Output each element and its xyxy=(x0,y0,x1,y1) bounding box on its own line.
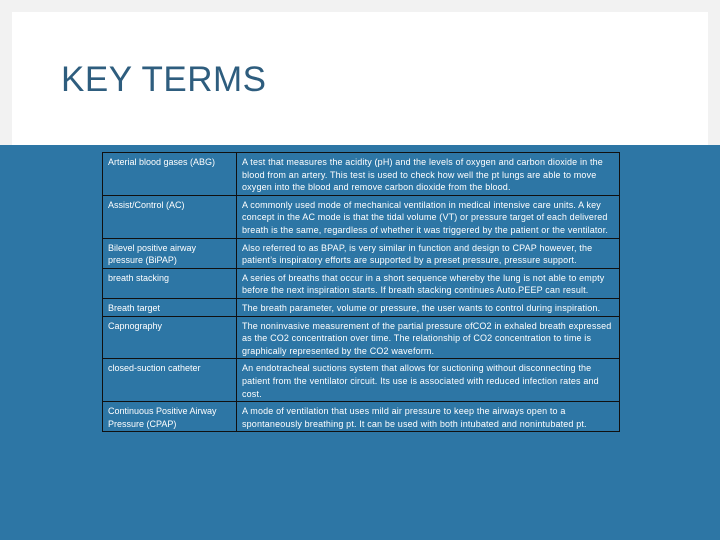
term-cell: closed-suction catheter xyxy=(103,359,237,402)
table-row xyxy=(103,238,620,268)
table-row xyxy=(103,359,620,402)
term-cell: breath stacking xyxy=(103,268,237,298)
definition-cell: A series of breaths that occur in a short sequence whereby the lung is not able to empty before the next inspiration starts. If breath stacking continues Auto.PEEP can result. xyxy=(237,268,620,298)
definition-cell: A mode of ventilation that uses mild air pressure to keep the airways open to a spontaneously breathing pt. It can be used with both intubated and nonintubated pt. xyxy=(237,402,620,432)
definition-cell: The noninvasive measurement of the partial pressure ofCO2 in exhaled breath expressed as the CO2 concentration over time. The relationship of CO2 concentration to time is graphically represented by the CO2 waveform. xyxy=(237,316,620,359)
table-row xyxy=(103,268,620,298)
definition-cell: An endotracheal suctions system that allows for suctioning without disconnecting the patient from the ventilator circuit. Its use is associated with reduced infection rates and cost. xyxy=(237,359,620,402)
definition-cell: A test that measures the acidity (pH) and the levels of oxygen and carbon dioxide in the blood from an artery. This test is used to check how well the pt lungs are able to move oxygen into the blood and remove carbon dioxide from the blood. xyxy=(237,153,620,196)
slide-title: KEY TERMS xyxy=(61,60,267,99)
term-cell: Capnography xyxy=(103,316,237,359)
table-row xyxy=(103,195,620,238)
definition-cell: A commonly used mode of mechanical ventilation in medical intensive care units. A key concept in the AC mode is that the tidal volume (VT) or pressure target of each delivered breath is the same, regardless of whether it was triggered by the patient or the ventilator. xyxy=(237,195,620,238)
table-row xyxy=(103,402,620,432)
table-row xyxy=(103,316,620,359)
definition-cell: The breath parameter, volume or pressure, the user wants to control during inspiration. xyxy=(237,298,620,316)
definition-cell: Also referred to as BPAP, is very similar in function and design to CPAP however, the patient’s inspiratory efforts are supported by a preset pressure, pressure support. xyxy=(237,238,620,268)
table-row xyxy=(103,298,620,316)
term-cell: Assist/Control (AC) xyxy=(103,195,237,238)
table-row xyxy=(103,153,620,196)
term-cell: Continuous Positive Airway Pressure (CPAP) xyxy=(103,402,237,432)
term-cell: Bilevel positive airway pressure (BiPAP) xyxy=(103,238,237,268)
term-cell: Breath target xyxy=(103,298,237,316)
key-terms-table xyxy=(102,152,620,432)
term-cell: Arterial blood gases (ABG) xyxy=(103,153,237,196)
